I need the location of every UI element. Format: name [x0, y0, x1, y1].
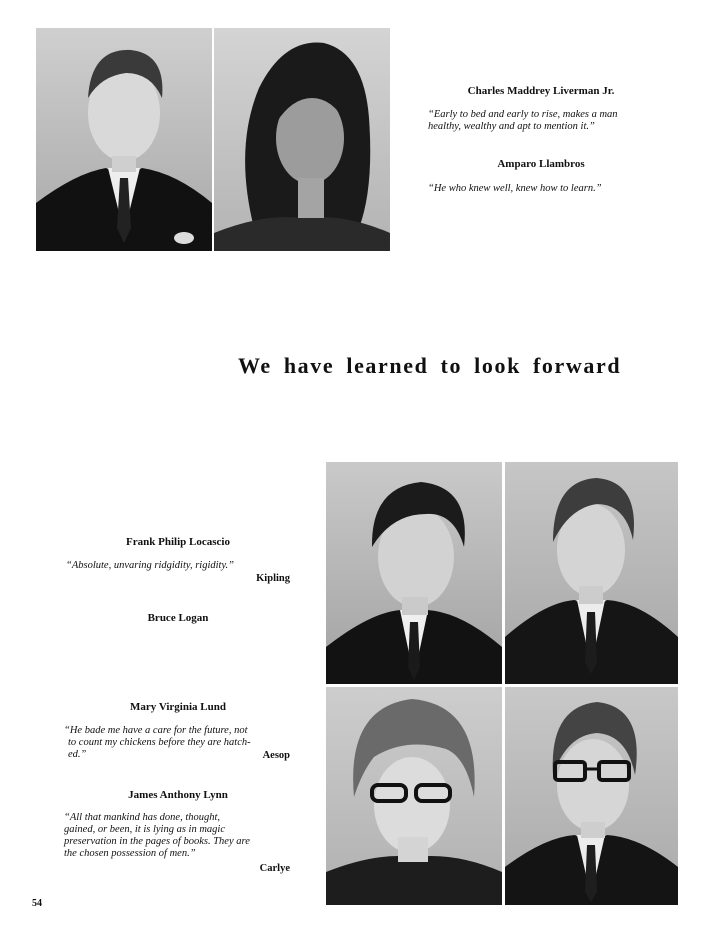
page-headline: We have learned to look forward — [238, 353, 622, 378]
portrait-llambros — [214, 28, 390, 251]
quote-lund-line-3: ed.” — [68, 749, 87, 760]
quote-locascio — [66, 560, 294, 572]
quote-liverman-line-2: healthy, wealthy and apt to mention it.” — [428, 121, 595, 132]
quote-lynn — [64, 812, 292, 860]
quote-lynn-line-2: gained, or been, it is lying as in magic — [64, 824, 225, 835]
quote-llambros — [428, 183, 668, 195]
portrait-lynn — [505, 687, 678, 905]
portrait-liverman-image — [36, 28, 212, 251]
portrait-locascio-image — [326, 462, 502, 684]
portrait-llambros-image — [214, 28, 390, 251]
quote-llambros-line-1: “He who knew well, knew how to learn.” — [428, 183, 602, 194]
quote-locascio-line-1: “Absolute, unvaring ridgidity, rigidity.” — [66, 560, 235, 571]
name-llambros: Amparo Llambros — [497, 158, 585, 170]
author-locascio: Kipling — [256, 573, 290, 584]
portrait-liverman — [36, 28, 212, 251]
name-logan: Bruce Logan — [147, 612, 209, 624]
quote-lund-line-1: “He bade me have a care for the future, not — [64, 725, 248, 736]
portrait-lund-image — [326, 687, 502, 905]
portrait-logan-image — [505, 462, 678, 684]
quote-lynn-line-3: preservation in the pages of books. They are — [64, 836, 250, 847]
author-lynn: Carlye — [259, 863, 290, 874]
portrait-lund — [326, 687, 502, 905]
quote-liverman — [428, 109, 668, 133]
page-number: 54 — [32, 898, 42, 909]
name-lynn: James Anthony Lynn — [128, 789, 228, 801]
quote-liverman-line-1: “Early to bed and early to rise, makes a man — [428, 109, 618, 120]
quote-lynn-line-4: the chosen possession of men.” — [64, 848, 196, 859]
quote-lund-line-2: to count my chickens before they are hatch- — [68, 737, 251, 748]
name-lund: Mary Virginia Lund — [130, 701, 226, 713]
name-locascio: Frank Philip Locascio — [126, 536, 230, 548]
portrait-locascio — [326, 462, 502, 684]
portrait-lynn-image — [505, 687, 678, 905]
quote-lynn-line-1: “All that mankind has done, thought, — [64, 812, 221, 823]
name-liverman: Charles Maddrey Liverman Jr. — [467, 85, 615, 97]
portrait-logan — [505, 462, 678, 684]
author-lund: Aesop — [262, 750, 290, 761]
